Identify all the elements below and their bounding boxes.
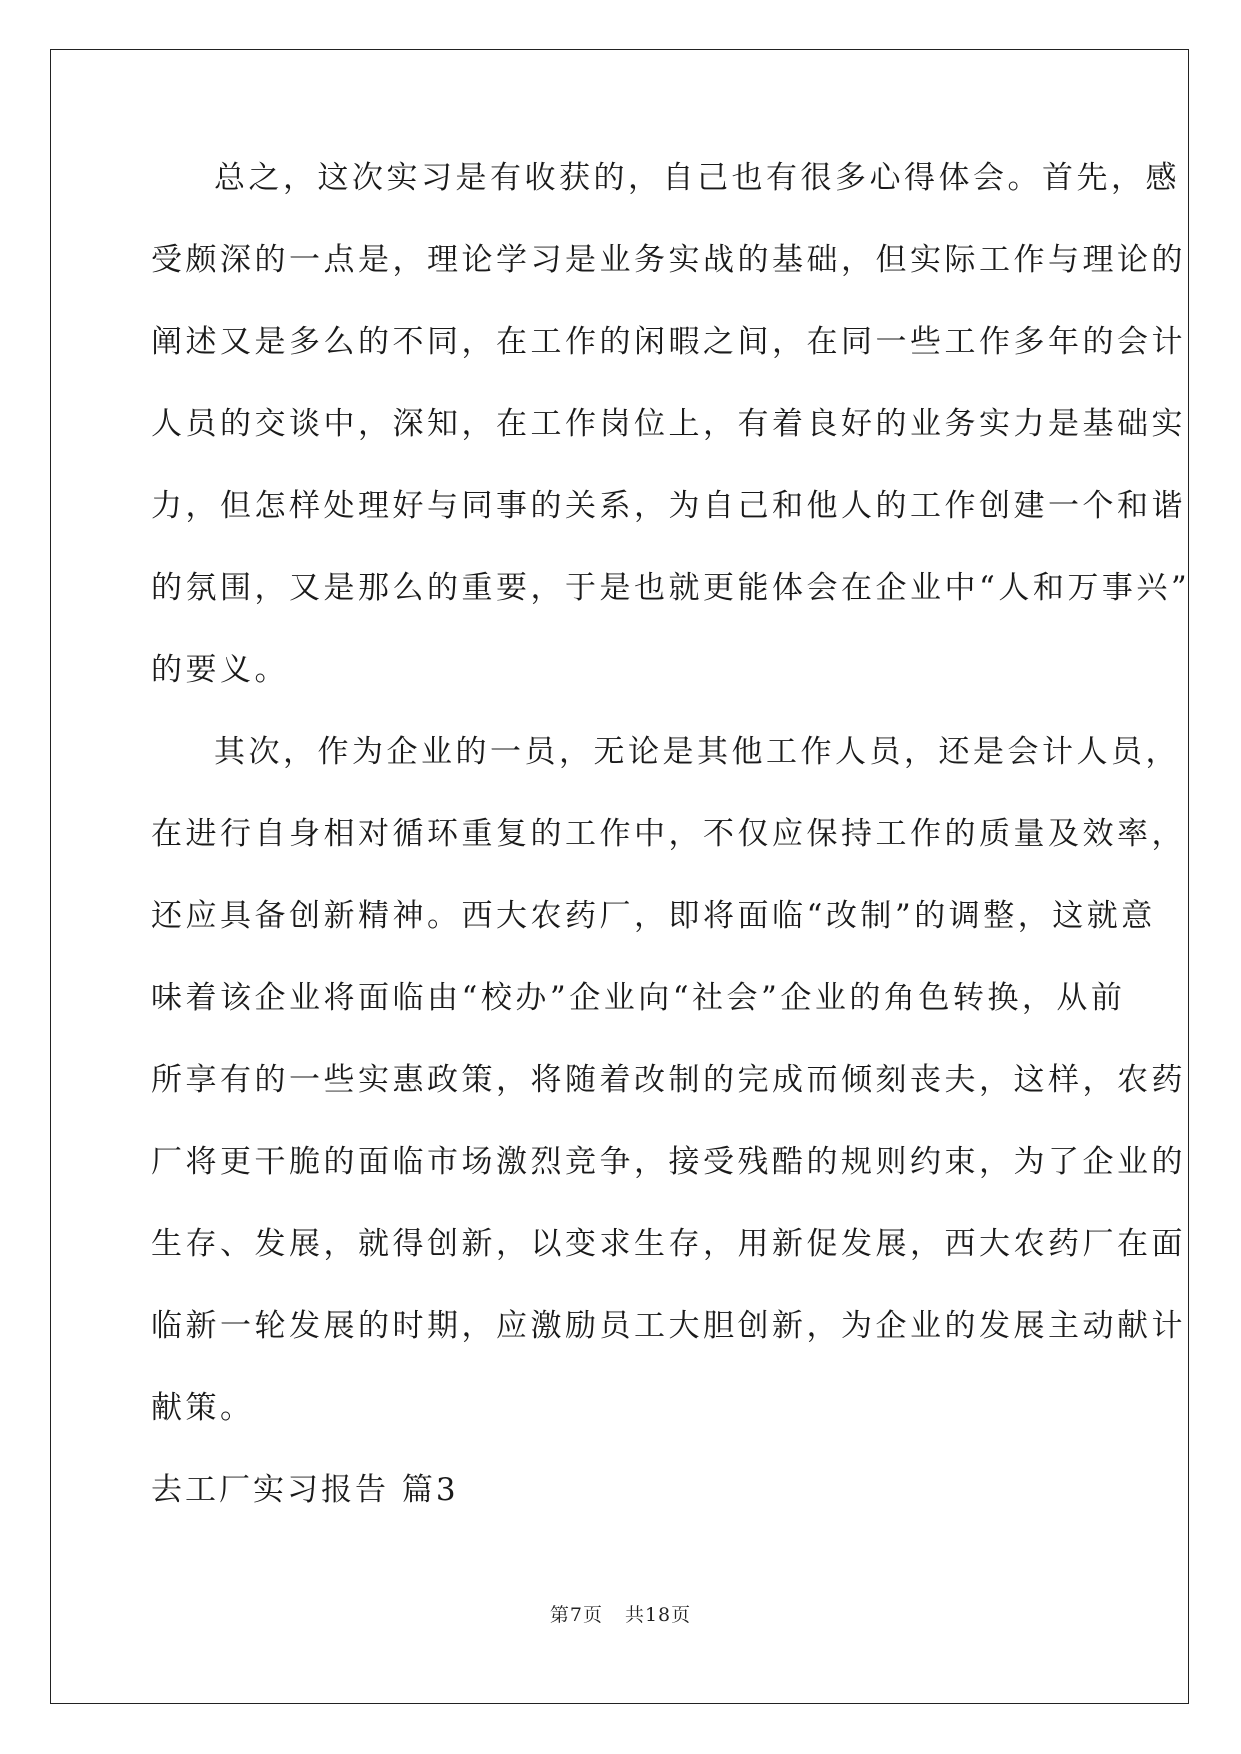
- page-total: 共18页: [624, 1604, 692, 1626]
- paragraph-line: 在进行自身相对循环重复的工作中，不仅应保持工作的质量及效率，: [151, 816, 1186, 852]
- paragraph-line: 阐述又是多么的不同，在工作的闲暇之间，在同一些工作多年的会计: [151, 324, 1186, 360]
- document-body: [151, 158, 1191, 1510]
- paragraph-line: 临新一轮发展的时期，应激励员工大胆创新，为企业的发展主动献计: [151, 1308, 1186, 1344]
- paragraph-line: 其次，作为企业的一员，无论是其他工作人员，还是会计人员，: [214, 734, 1180, 770]
- page-number: 第7页: [549, 1604, 603, 1626]
- paragraph-line: 还应具备创新精神。西大农药厂，即将面临“改制”的调整，这就意: [151, 898, 1156, 934]
- paragraph-line: 总之，这次实习是有收获的，自己也有很多心得体会。首先，感: [214, 160, 1180, 196]
- paragraph-line: 人员的交谈中，深知，在工作岗位上，有着良好的业务实力是基础实: [151, 406, 1186, 442]
- paragraph-line: 的氛围，又是那么的重要，于是也就更能体会在企业中“人和万事兴”: [151, 570, 1191, 606]
- paragraph-line: 的要义。: [151, 652, 289, 688]
- paragraph-line: 厂将更干脆的面临市场激烈竞争，接受残酷的规则约束，为了企业的: [151, 1144, 1186, 1180]
- paragraph-2: [151, 732, 1186, 1470]
- paragraph-line: 所享有的一些实惠政策，将随着改制的完成而倾刻丧夫，这样，农药: [151, 1062, 1186, 1098]
- paragraph-line: 力，但怎样处理好与同事的关系，为自己和他人的工作创建一个和谐: [151, 488, 1186, 524]
- paragraph-line: 味着该企业将面临由“校办”企业向“社会”企业的角色转换，从前: [151, 980, 1126, 1016]
- paragraph-line: 受颇深的一点是，理论学习是业务实战的基础，但实际工作与理论的: [151, 242, 1186, 278]
- page-footer: [0, 1600, 1241, 1627]
- section-heading: 去工厂实习报告 篇3: [151, 1472, 459, 1508]
- paragraph-line: 生存、发展，就得创新，以变求生存，用新促发展，西大农药厂在面: [151, 1226, 1186, 1262]
- paragraph-line: 献策。: [151, 1390, 255, 1426]
- paragraph-1: [151, 158, 1191, 732]
